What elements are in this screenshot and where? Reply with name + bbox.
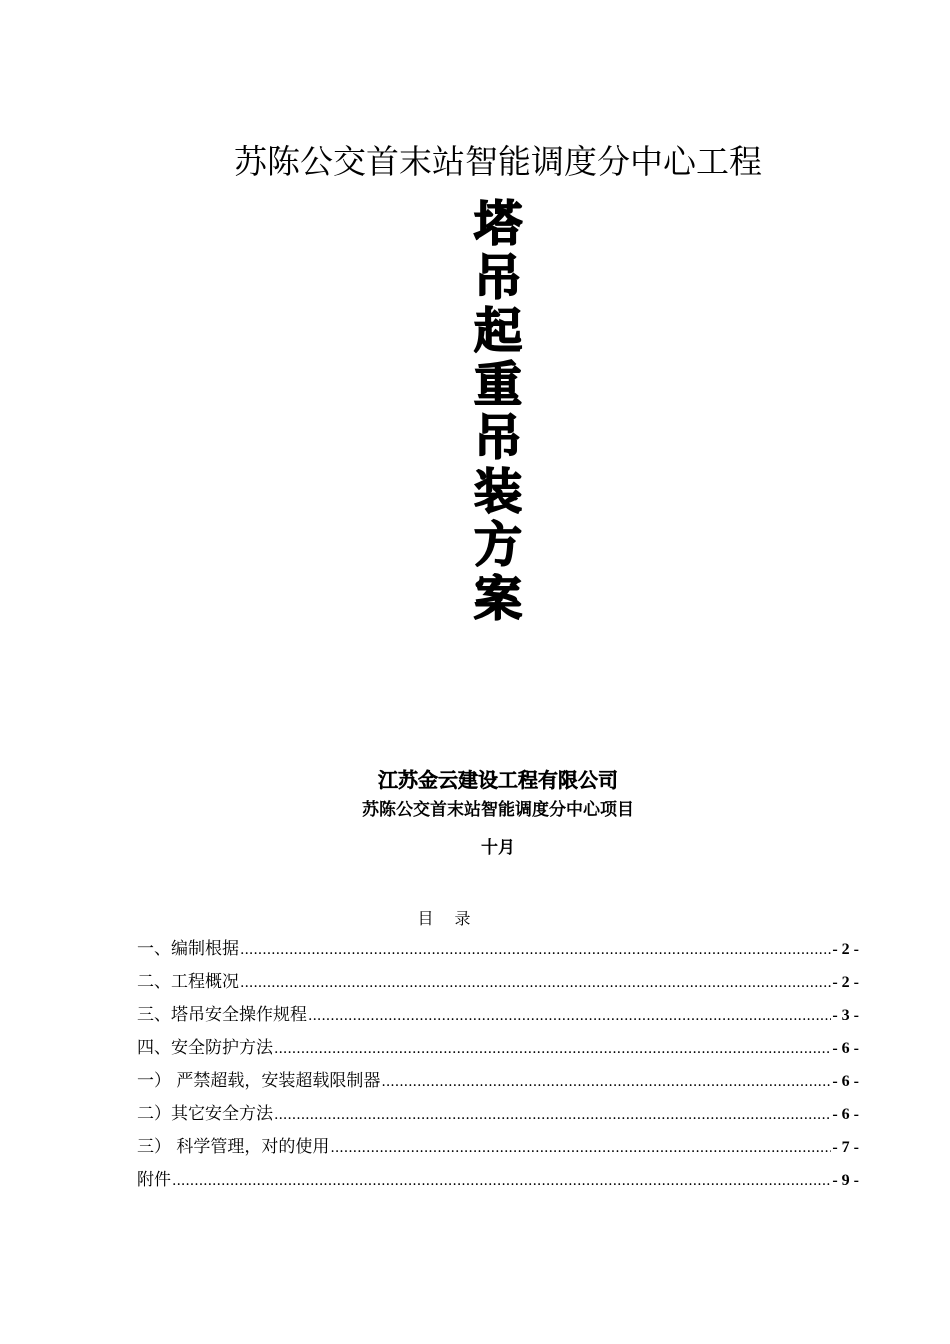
- toc-entry[interactable]: [137, 1001, 859, 1034]
- toc-entry-page: - 6 -: [832, 1040, 859, 1057]
- toc-entry[interactable]: [137, 1100, 859, 1133]
- document-title-char: 方: [473, 517, 522, 573]
- toc-entry[interactable]: [137, 1034, 859, 1067]
- toc-entry-page: - 9 -: [832, 1172, 859, 1189]
- toc-entry-label: 四、安全防护方法: [137, 1038, 273, 1058]
- toc-leader-dots: [274, 1101, 831, 1129]
- toc-leader-dots: [381, 1068, 831, 1096]
- toc-entry-page: - 2 -: [832, 941, 859, 958]
- toc-entry[interactable]: [137, 1133, 859, 1166]
- project-title: 苏陈公交首末站智能调度分中心工程: [234, 142, 762, 181]
- toc-entry-label: 一、编制根据: [137, 939, 239, 959]
- toc-entry[interactable]: [137, 968, 859, 1001]
- toc-entry-label: 一） 严禁超载，安装超载限制器: [137, 1071, 381, 1091]
- toc-entry-page: - 6 -: [832, 1106, 859, 1123]
- company-name: 江苏金云建设工程有限公司: [378, 768, 618, 792]
- document-title-char: 塔: [473, 196, 522, 252]
- document-date: 十月: [481, 838, 515, 858]
- toc-entry-label: 二、工程概况: [137, 972, 239, 992]
- toc-entry-label: 附件: [137, 1170, 171, 1190]
- toc-leader-dots: [330, 1134, 831, 1162]
- table-of-contents: [137, 935, 859, 1199]
- toc-entry-label: 三、塔吊安全操作规程: [137, 1005, 307, 1025]
- document-title-char: 起: [473, 303, 522, 359]
- toc-entry-page: - 3 -: [832, 1007, 859, 1024]
- toc-entry[interactable]: [137, 1067, 859, 1100]
- toc-leader-dots: [240, 936, 831, 964]
- document-title-char: 吊: [473, 410, 522, 466]
- document-title: [448, 198, 548, 626]
- toc-entry-page: - 7 -: [832, 1139, 859, 1156]
- document-title-char: 重: [473, 356, 522, 413]
- toc-entry-page: - 2 -: [832, 974, 859, 991]
- toc-leader-dots: [274, 1035, 831, 1063]
- toc-entry[interactable]: [137, 1166, 859, 1199]
- toc-entry-page: - 6 -: [832, 1073, 859, 1090]
- toc-leader-dots: [308, 1002, 831, 1030]
- toc-heading: 目 录: [417, 909, 479, 928]
- toc-entry[interactable]: [137, 935, 859, 968]
- toc-leader-dots: [240, 969, 831, 997]
- document-title-char: 吊: [473, 249, 522, 306]
- company-project: 苏陈公交首末站智能调度分中心项目: [362, 800, 634, 820]
- toc-entry-label: 三） 科学管理，对的使用: [137, 1137, 330, 1157]
- document-title-char: 案: [473, 570, 522, 627]
- toc-leader-dots: [172, 1167, 831, 1195]
- document-title-char: 装: [473, 463, 522, 520]
- toc-entry-label: 二）其它安全方法: [137, 1104, 273, 1124]
